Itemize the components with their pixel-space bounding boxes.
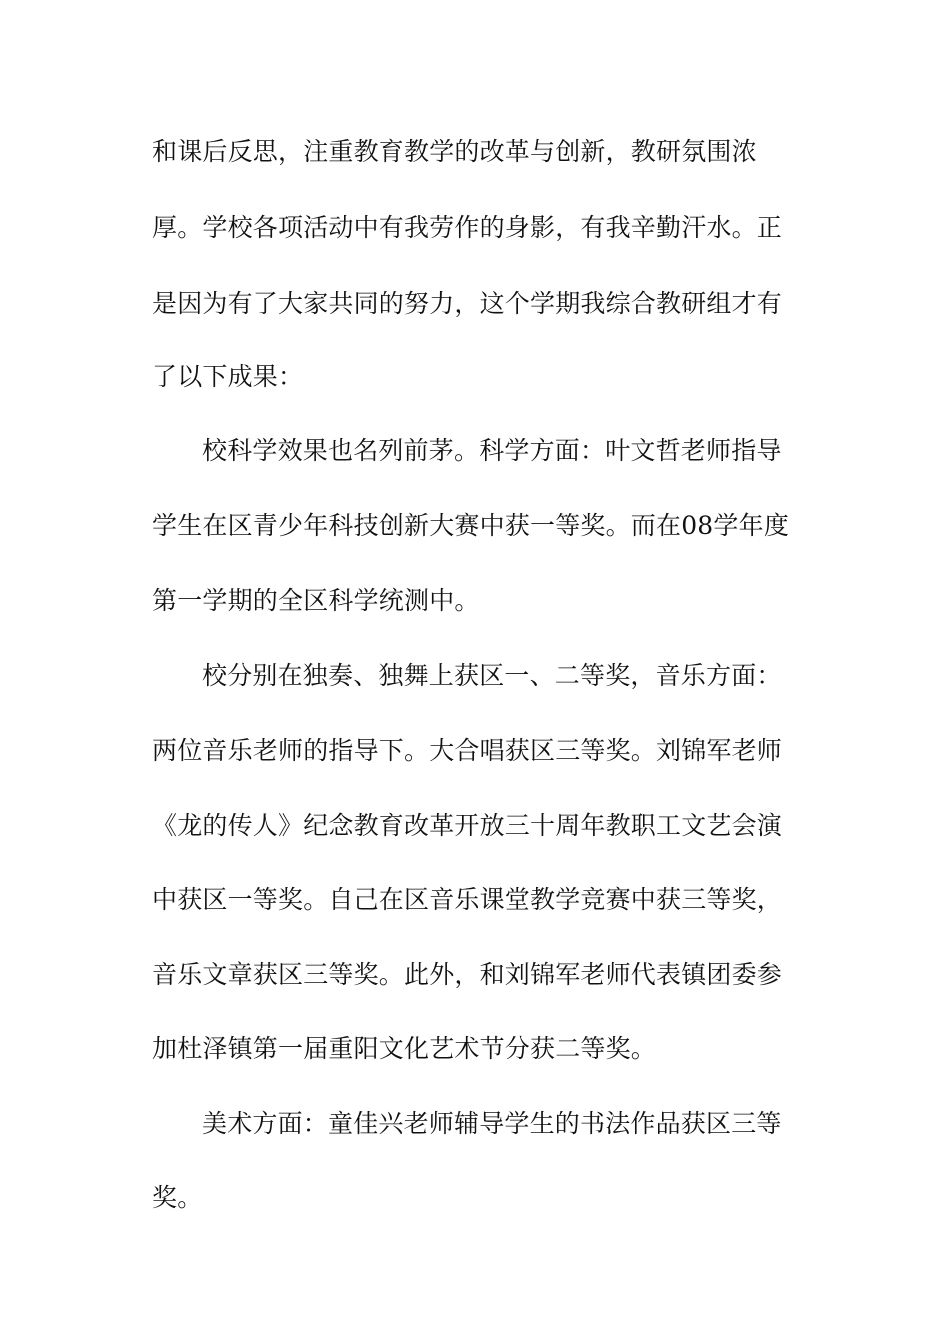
paragraph-first-line: 美术方面：童佳兴老师辅导学生的书法作品获区三等 [202,1109,782,1138]
paragraph-first-line: 校科学效果也名列前茅。科学方面：叶文哲老师指导 [202,436,782,465]
text-line: 音乐文章获区三等奖。此外，和刘锦军老师代表镇团委参 [152,960,783,989]
text-line: 第一学期的全区科学统测中。 [152,586,480,615]
text-line: 和课后反思，注重教育教学的改革与创新，教研氛围浓 [152,137,757,166]
text-line: 了以下成果： [152,362,304,391]
text-line: 学生在区青少年科技创新大赛中获一等奖。而在08学年度 [152,511,790,540]
text-line: 是因为有了大家共同的努力，这个学期我综合教研组才有 [152,289,783,318]
paragraph-first-line: 校分别在独奏、独舞上获区一、二等奖，音乐方面： [202,661,782,690]
text-line: 奖。 [152,1183,203,1212]
text-line: 《龙的传人》纪念教育改革开放三十周年教职工文艺会演 [152,811,783,840]
text-line: 厚。学校各项活动中有我劳作的身影，有我辛勤汗水。正 [152,213,783,242]
text-line: 加杜泽镇第一届重阳文化艺术节分获二等奖。 [152,1034,657,1063]
text-line: 两位音乐老师的指导下。大合唱获区三等奖。刘锦军老师 [152,736,783,765]
text-line: 中获区一等奖。自己在区音乐课堂教学竞赛中获三等奖， [152,885,783,914]
